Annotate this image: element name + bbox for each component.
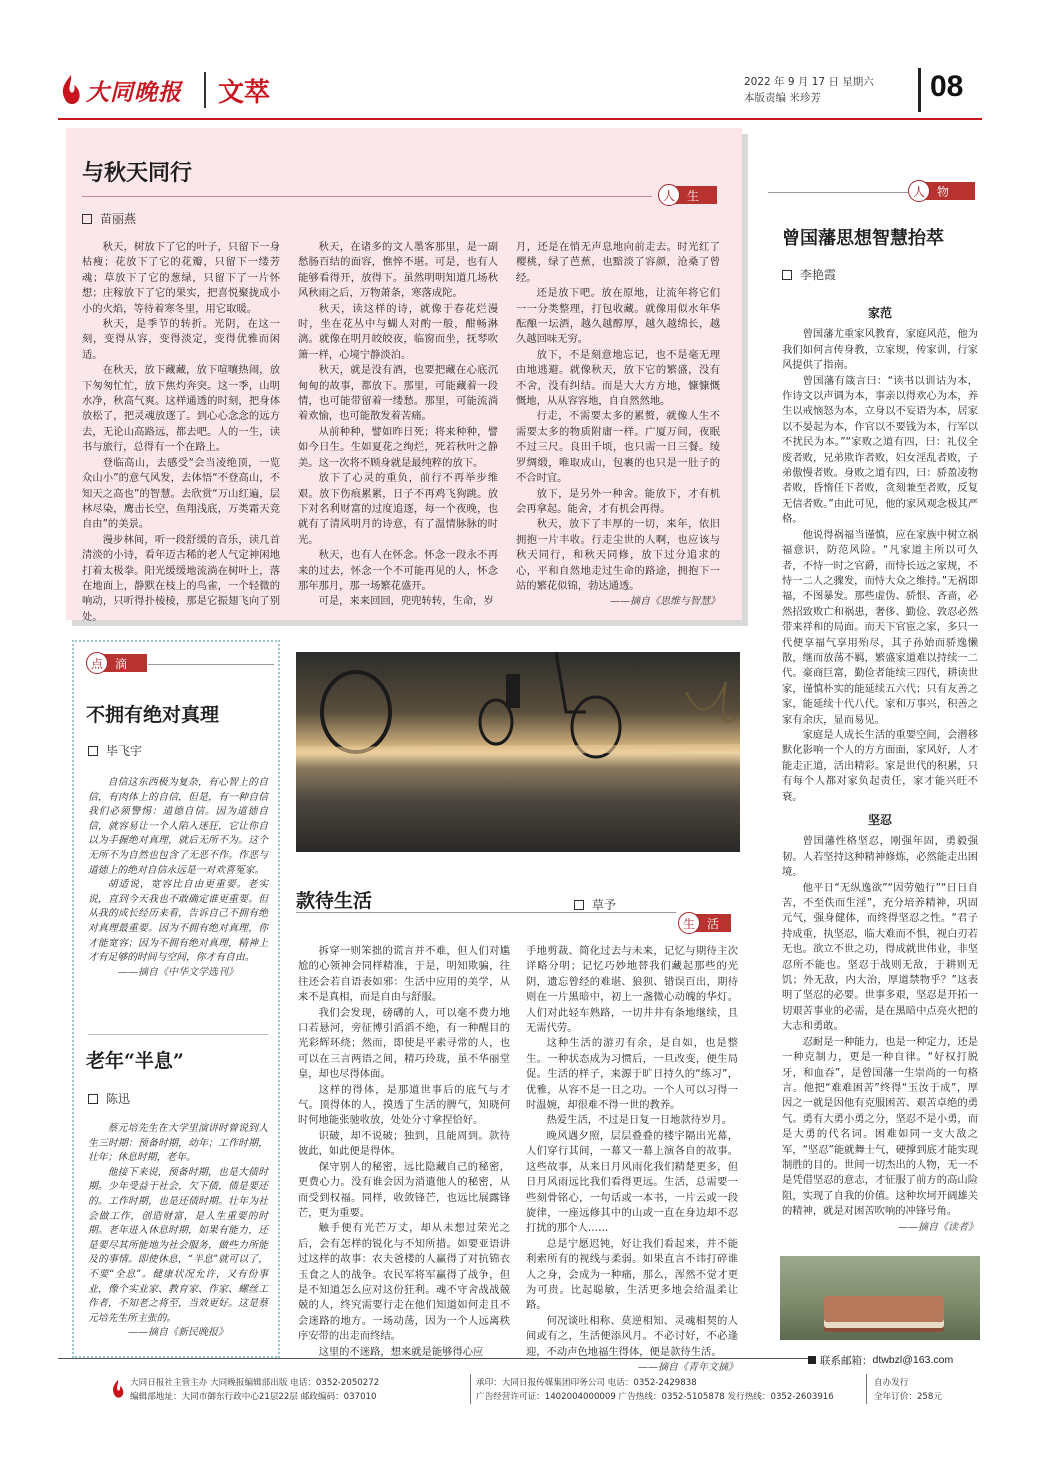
paragraph: 蔡元培先生在大学里演讲时曾说到人生三时期：预备时期，幼年；工作时期，壮年；休息时期，老年。	[88, 1123, 268, 1164]
article-5-rule	[296, 912, 676, 913]
flame-logo-icon	[58, 73, 84, 107]
author-name: 李艳霞	[800, 268, 837, 282]
paragraph: 胡适说，宽容比自由更重要。老实说，直到今天我也不敢确定谁更重要。但从我的成长经历来看，告诉自己不拥有绝对真理最重要。因为不拥有绝对真理，你才能宽容；因为不拥有绝对真理，精神上才有足够的时间与空间，你才有自由。	[88, 879, 268, 964]
book-photo	[780, 1256, 980, 1340]
paragraph: 家庭是人成长生活的重要空间，会潜移默化影响一个人的方方面面，家风好，人才能走正道，活出精彩。家是世代的积累，只有每个人都对家负起责任，家才能兴旺不衰。	[782, 728, 978, 803]
paragraph: 曾国藩有箴言曰：“读书以训诂为本，作诗文以声调为本，事亲以得欢心为本，养生以戒恼怒为本，立身以不妄语为本，居家以不晏起为本，作官以不要钱为本，行军以不扰民为本。”“家败之道有四，曰：礼仪全废者败，兄弟欺诈者败，妇女淫乱者败，子弟傲慢者败。身败之道有四，曰：骄盈凌物者败，昏惰任下者败，贪刻兼至者败，反复无信者败。”由此可见，他的家风观念极其严格。	[782, 374, 978, 526]
paragraph: 这种生活的游刃有余，是自如，也是整生。一种状态成为习惯后，一旦改变，便生局促。生活的样子，来源于旷日持久的“练习”，优雅，从容不是一日之功。一个人可以习得一时温婉，却很难不得一世的教养。	[526, 1037, 738, 1112]
article-1-rule	[82, 196, 652, 197]
article-2-top-rule	[768, 192, 908, 193]
paragraph: 秋天，读这样的诗，就像于春花烂漫时，坐在花丛中与蝴人对酌一般，酣畅淋漓。就像在明月皎皎夜，临窗而坐，抚琴吹箫一样，心境宁静淡泊。	[298, 302, 498, 361]
footer-divider-2	[866, 1374, 867, 1404]
paragraph: 他平日“无纵逸欲”“因劳勉行”“日日自苦，不至佚而生淫”，充分培养精神，巩固元气，强身健体，而终得坚忍之性。“君子持成重，执坚忍，临大难而不惧，视白刃若无也。欲立不世之功，得成就世伟业，非坚忍所不能也。坚忍于战则无敌，于耕则无饥；外无敌，内大治，厚道禁物乎？”这表明了坚忍的必要。世事多艰，坚忍是开拓一切艰苦事业的必需，是在黑暗中点亮火把的大志和勇敢。	[782, 881, 978, 1033]
footer-mid-1: 承印：大同日报传媒集团印务公司 电话：0352-2429838	[476, 1378, 697, 1388]
byline-box-icon	[88, 1094, 98, 1104]
email-label: 联系邮箱：	[820, 1354, 873, 1367]
paragraph: 这样的得体，是那道世事后的底气与才气。顶得体的人，摸透了生活的脾气，知晓何时何地能张驰收放，处处分寸拿捏恰好。	[298, 1083, 510, 1127]
tag-char-1: 人	[908, 180, 930, 202]
article-2-tag	[908, 180, 975, 202]
tag-char-2: 活	[689, 914, 731, 932]
article-1-byline	[82, 210, 136, 227]
byline-box-icon	[88, 746, 98, 756]
paragraph: 拆穿一则笨拙的谎言并不难，但人们对尴尬的心领神会同样精准，于是，明知欺骗，往往还会若自语表如邪：生活中应用的美学，从来不是真相，而是自由与舒服。	[298, 945, 510, 1004]
article-1-title: 与秋天同行	[82, 160, 193, 186]
tag-char-1: 生	[678, 912, 700, 934]
paragraph: 秋天，就是没有酒，也要把藏在心底沉甸甸的故事，都放下。那里，可能藏着一段情，也可能带留着一缕愁。那里，可能流淌着欢愉，也可能散发着苦痛。	[298, 364, 498, 423]
logo-divider	[204, 72, 206, 108]
footer-right-2: 全年订价：258元	[874, 1392, 942, 1402]
tag-char-2: 滴	[97, 654, 147, 672]
paragraph: 放下，是另外一种舍。能放下，才有机会再拿起。能舍，才有机会再得。	[516, 487, 720, 515]
paragraph: 登临高山，去感受“会当凌绝顶，一览众山小”的意气风发，去体悟“不登高山，不知天之高也”的智慧。去欣赏“万山红遍，层林尽染，鹰击长空，鱼翔浅底，万类霜天竞自由”的美景。	[82, 456, 280, 531]
paragraph: 月，还是在悄无声息地向前走去。时光红了樱桃，绿了芭蕉，也黯淡了容颜，沧桑了曾经。	[516, 241, 720, 284]
article-2-source: ——摘自《读者》	[898, 1221, 978, 1233]
paragraph: 在秋天，放下藏藏，放下喧嚷热闹，放下匆匆忙忙，放下焦灼奔突。这一季，山明水净，秋高气爽。这样通透的时刻，把身体放松了，把灵魂放逐了。到心心念念的远方去，无论山高路远，都去吧。人的一生，读书与旅行，总得有一个在路上。	[82, 364, 280, 454]
article-1-col-2	[298, 240, 498, 610]
article-3-rule	[148, 664, 274, 665]
article-4-byline	[88, 1090, 130, 1107]
footer-mid-2: 广告经营许可证：1402004000009 广告热线：0352-5105878 发行热线：0352-2603916	[476, 1392, 834, 1402]
paragraph: 晚风遇夕照，层层叠叠的楼宇隔出光幕，人们穿行其间，一幕又一幕上演各自的故事。这些故事，从来日月风雨化我们精楚更多，但日月风雨远比我们看得更远。生活，总需要一些刻骨铭心，一句话或一本书，一片云或一段旋律，一座远修其中的山或一直在身边却不忍打扰的那个人……	[526, 1129, 738, 1235]
tag-char-2: 生	[669, 186, 717, 204]
paragraph: 还是放下吧。放在原地，让流年将它们一一分类整理，打包收藏。就像用似水年华酝酿一坛酒，越久越醇厚，越久越绵长，越久越回味无穷。	[516, 287, 720, 346]
article-5-col-1	[298, 944, 510, 1360]
email-box	[808, 1352, 982, 1368]
paragraph: 保守别人的秘密，远比隐藏自己的秘密，更费心力。没有谁会因为消遣他人的秘密，从而受到权福。同样，收敛锋芒，也远比展露锋芒，更为重要。	[298, 1160, 510, 1219]
paragraph: 手地剪裁、简化过去与未来，记忆与期待主次详略分明；记忆巧妙地替我们藏起那些的光阴，遗忘曾经的难堪、狼狈、错误百出，期待则在一片黑暗中，初上一盏微心动魄的华灯。人们对此轻车熟路，一切井井有条地继续，且无需代劳。	[526, 945, 738, 1035]
article-5-byline	[574, 896, 616, 913]
paper-name: 大同晚报	[86, 78, 182, 106]
article-4-body	[88, 1122, 268, 1341]
paragraph: 曾国藩尤重家风教育，家庭风范，他为我们如何言传身教，立家规，传家训，行家风提供了指南。	[782, 328, 978, 372]
paragraph: 总是宁愿迟钝，好让我们看起来，并不能利索所有的视线与柔弱。如果直言不讳打碎谁人之身，会成为一种痛，那么，浑然不觉才更为可贵。比起聪敏，生活更多地会给温柔让路。	[526, 1237, 738, 1312]
paragraph: 秋天，放下了丰厚的一切，来年，依旧拥抱一片丰收。行走尘世的人啊，也应该与秋天同行，和秋天同修，放下过分追求的心，平和自然地走过生命的路途，拥抱下一站的繁花似锦，勃达通透。	[516, 518, 720, 592]
article-1-tag	[658, 184, 717, 206]
author-name: 草予	[592, 898, 617, 912]
paragraph: 曾国藩性格坚忍，刚强年固，勇毅强韧。人若坚持这种精神修炼，必然能走出困境。	[782, 835, 978, 879]
article-2-title: 曾国藩思想智慧抬萃	[782, 228, 944, 249]
author-name: 毕飞宇	[106, 744, 143, 758]
paragraph: 秋天，在诸多的文人墨客那里，是一副愁肠百结的面容，憔悴不堪。可是，也有人能够看得开，放得下。虽然明明知道几场秋风秋雨之后，万物萧条，寒落成陀。	[298, 241, 498, 300]
subheading: 坚忍	[867, 813, 892, 827]
article-4-title: 老年“半息”	[86, 1050, 184, 1072]
tag-char-2: 物	[919, 182, 975, 200]
article-3-title: 不拥有绝对真理	[86, 704, 220, 726]
paragraph: 识破，却不说破；独到，且能周到。款待彼此，如此便是得体。	[298, 1129, 510, 1158]
section-title: 文萃	[218, 78, 271, 108]
paragraph: 可是，来来回回，兜兜转转，生命，岁	[318, 595, 494, 608]
page-number: 08	[930, 70, 964, 103]
footer-divider-1	[470, 1374, 471, 1404]
issue-date: 2022 年 9 月 17 日 星期六	[744, 76, 874, 88]
article-5-col-2	[526, 944, 738, 1375]
article-1-col-1	[82, 240, 280, 625]
subheading: 家范	[867, 306, 892, 320]
paragraph: 他说得祸福当谨慎，应在家族中树立祸福意识，防范风险。“凡家道主所以可久者，不恃一时之官爵，而恃长远之家规，不恃一二人之骤发，而恃大众之维持。”无祸即福，不图暴发。那些虚伪、骄恨、吝啬，必然招致败亡和祸患，奢侈、勤俭、敦忍必然带来祥和的局面。而天下官宦之家，多只一代便享福气享用殆尽，其子孙始而骄逸懒散，继而放荡不羁，繁盛家道难以持续一二代。豪商巨富，勤俭者能续三四代，耕读世家，谨慎朴实的能延续五六代；只有友善之家，能延续十代八代。家和万事兴，积善之家有余庆，显而易见。	[782, 528, 978, 726]
footer-line-1: 大同日报社主管主办 大同晚报编辑部出版 电话：0352-2050272	[130, 1378, 380, 1388]
paragraph: 忍耐是一种能力，也是一种定力，还是一种克制力，更是一种自律。“好权打脱牙，和血吞”，是曾国藩一生崇尚的一句格言。他把“难难困苦”终得“玉汝于成”，厚因之一就是因他有克服困苦、艰苦卓绝的勇气。勇有大勇小勇之分，坚忍不是小勇，而是大勇的代名词。困难如同一支大敌之军，“坚忍”能就舞士气，硬撑到底才能实现制胜的目的。世间一切杰出的人物，无一不是凭借坚忍的意志，才征服了前方的高山险阻，实现了自我的价值。这种坎坷开阔雄关的精神，就是对困苦吹响的冲锋号角。	[782, 1035, 979, 1218]
byline-box-icon	[82, 214, 92, 224]
article-5-tag	[678, 912, 731, 934]
masthead	[58, 68, 982, 118]
paragraph: 行走，不需要太多的累赘，就像人生不需要太多的物质附庸一样。广厦万间，夜眠不过三尺。良田千顷，也只需一日三餐。绫罗绸缎，唯取成山，包裹的也只是一肚子的不合时宜。	[516, 410, 720, 485]
page-divider	[918, 68, 921, 112]
bicycle-scene-image	[296, 652, 740, 852]
article-1-source: ——摘自《思维与智慧》	[610, 596, 720, 608]
article-5-title: 款待生活	[296, 890, 373, 912]
byline-box-icon	[782, 270, 792, 280]
article-2-body	[782, 306, 978, 1235]
header-rule	[58, 118, 982, 120]
paragraph: 秋天，是季节的转折。光阴，在这一刻，变得从容，变得淡定，变得优雅而闲适。	[82, 318, 280, 361]
email-address[interactable]: dtwbzl@163.com	[872, 1354, 954, 1366]
paragraph: 秋天，树放下了它的叶子，只留下一身枯瘦；花放下了它的花瓣，只留下一缕芳魂；草放下了它的葱绿，只留下了一片怀想；庄稼放下了它的果实，把喜悦聚拢成小小的火焰，等待着寒冬里，用它取暖。	[82, 241, 280, 315]
paragraph: 放下了心灵的重负，前行不再举步维艰。放下伤痕累累，日子不再鸡飞狗跳。放下对名利财富的过度追逐，每一个夜晚，也就有了清风明月的诗意，有了温情脉脉的时光。	[298, 472, 498, 546]
paragraph: 触手便有光芒万丈，却从未想过荣光之后，会有怎样的锐化与不知所措。如要亚语讲过这样的故事：农夫爸楼的人赢得了对抗锦衣玉食之人的战争。农民军将军赢得了战争，但是不知道怎么应对这份狂利。魂不守舍战战兢兢的人，终究需要行走在他们知道如何走且不会迷路的地方。一场动荡，因为一个人远离秩序安带的出走而终结。	[298, 1222, 510, 1343]
article-3-source: ——摘自《中华文学选刊》	[118, 966, 238, 978]
footer-flame-icon	[110, 1378, 126, 1400]
paragraph: 从前种种，譬如昨日死；将来种种，譬如今日生。生如夏花之绚烂，死若秋叶之静美。这一次将不顾身就是最纯粹的放下。	[298, 425, 498, 469]
byline-box-icon	[574, 900, 584, 910]
article-4-source: ——摘自《新民晚报》	[128, 1327, 228, 1339]
author-name: 陈迅	[106, 1092, 131, 1106]
article-3-byline	[88, 742, 142, 759]
page-editor: 本版责编 米珍芳	[744, 92, 821, 104]
paragraph: 自信这东西极为复杂，有心智上的自信，有肉体上的自信，但是，有一种自信我们必须警惕：道德自信。因为道德自信，就容易让一个人陷入迷狂，它让你自以为手握绝对真理，就后无所不为。这个无所不为自然也包含了无恶不作。作恶与道德上的绝对自信永远是一对欢喜冤家。	[88, 777, 268, 876]
author-name: 苗丽燕	[100, 212, 137, 226]
article-5-source: ——摘自《青年文摘》	[638, 1361, 738, 1373]
footer	[58, 1374, 982, 1418]
article-1-col-3	[516, 240, 720, 610]
paragraph: 何况谈吐相称、莫逆相知、灵魂相契的人间或有之，生活便添风月。不必讨好，不必逢迎，不动声色地福生得体，便是款待生活。	[526, 1314, 738, 1358]
paragraph: 他接下来说，预备时期，也是大债时期。少年受益于社会，欠下债，债是要还的。工作时期，也是还债时期。壮年为社会做工作，创造财富，是人生重要的时期。老年进入休息时期，如果有能力，还是要尽其所能地为社会服务，做些力所能及的事情。即使休息，“半息”就可以了，不要“全息”。健康状况允许，又有份事业，像个实业家、教育家、作家、螺丝工作者，不知老之将至，当效更好。这是蔡元培先生所主张的。	[88, 1166, 268, 1324]
tag-char-1: 点	[86, 652, 108, 674]
book-image	[824, 1296, 944, 1322]
article-2-byline	[782, 266, 836, 283]
paragraph: 放下，不是刻意地忘记，也不是毫无理由地逃避。就像秋天，放下它的繁盛，没有不舍，没有纠结。而是大大方方地，慷慷慨慨地，从从容容地，自自然然地。	[516, 348, 720, 408]
article-3-tag	[86, 652, 147, 674]
article-3-body	[88, 776, 268, 980]
article-divider	[88, 1034, 268, 1035]
footer-line-2: 编辑部地址：大同市御东行政中心21层22层 邮政编码：037010	[130, 1392, 377, 1402]
paragraph: 漫步林间，听一段舒缓的音乐，读几首清淡的小诗，看年迈古稀的老人气定神闲地打着太极拳。阳光缓缓地流淌在树叶上，落在地面上，静默在枝上的鸟雀，一个轻微的响动，只听得扑棱棱，那是它振翅飞向了别处。	[82, 533, 280, 623]
paragraph: 这里的不迷路，想来就是能够得心应	[318, 1345, 484, 1358]
paper-logo	[58, 70, 198, 110]
paragraph: 我们会发现，磅礴的人，可以毫不费力地口若悬河，旁征博引滔滔不绝，有一种醒目的光彩辉环绕；然而，即使是平素寻常的人，也可以在三言两语之间，精巧玲珑，虽不华丽堂皇，却也尽得体面。	[298, 1006, 510, 1081]
tag-char-1: 人	[658, 184, 680, 206]
footer-right-1: 自办发行	[874, 1378, 909, 1388]
paragraph: 热爱生活，不过是日复一日地款待岁月。	[546, 1114, 732, 1127]
cycling-photo	[296, 652, 740, 852]
email-icon	[808, 1356, 816, 1364]
paragraph: 秋天，也有人在怀念。怀念一段永不再来的过去，怀念一个不可能再见的人，怀念那年那月，那一场繁花盛开。	[298, 549, 498, 592]
